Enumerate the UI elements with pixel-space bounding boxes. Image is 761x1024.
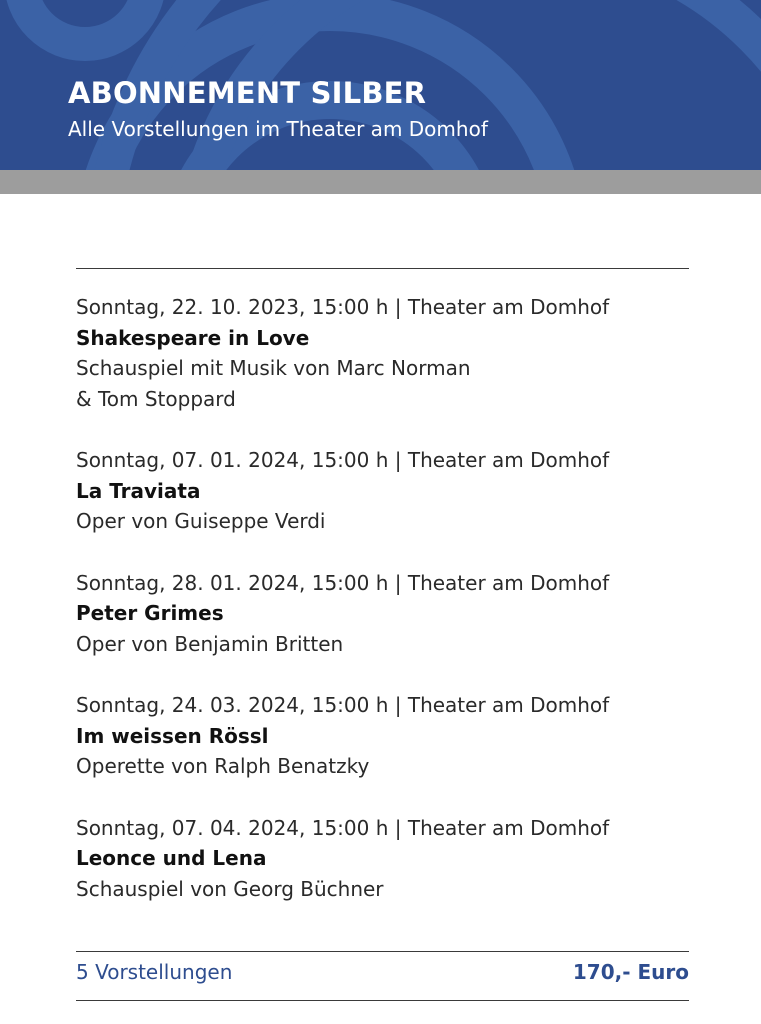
top-divider — [76, 268, 689, 269]
event-item — [76, 568, 696, 660]
event-item — [76, 813, 696, 905]
footer-bottom-divider — [76, 1000, 689, 1001]
event-description: Oper von Benjamin Britten — [76, 631, 344, 656]
event-description: Schauspiel von Georg Büchner — [76, 876, 384, 901]
event-item — [76, 292, 696, 414]
page-title: ABONNEMENT SILBER — [68, 76, 427, 110]
event-description: Operette von Ralph Benatzky — [76, 754, 370, 778]
event-date-line: Sonntag, 28. 01. 2024, 15:00 h | Theater am Domhof — [76, 570, 610, 595]
event-item — [76, 690, 696, 782]
event-description: & Tom Stoppard — [76, 386, 236, 411]
event-item — [76, 445, 696, 537]
event-date-line: Sonntag, 24. 03. 2024, 15:00 h | Theater am Domhof — [76, 693, 610, 717]
page-subtitle: Alle Vorstellungen im Theater am Domhof — [68, 117, 488, 141]
event-date-line: Sonntag, 07. 01. 2024, 15:00 h | Theater am Domhof — [76, 448, 610, 472]
footer-top-divider — [76, 951, 689, 952]
event-description: Schauspiel mit Musik von Marc Norman — [76, 356, 471, 380]
subscription-price: 170,- Euro — [572, 960, 689, 984]
header-banner — [0, 0, 761, 170]
event-description: Oper von Guiseppe Verdi — [76, 509, 326, 533]
event-title: Peter Grimes — [76, 601, 224, 625]
header-divider-band — [0, 170, 761, 194]
event-title: La Traviata — [76, 478, 201, 503]
event-title: Im weissen Rössl — [76, 723, 269, 748]
event-date-line: Sonntag, 07. 04. 2024, 15:00 h | Theater am Domhof — [76, 815, 610, 840]
event-title: Shakespeare in Love — [76, 325, 310, 350]
event-list — [76, 292, 696, 935]
event-title: Leonce und Lena — [76, 846, 267, 870]
event-date-line: Sonntag, 22. 10. 2023, 15:00 h | Theater am Domhof — [76, 295, 610, 319]
performance-count: 5 Vorstellungen — [76, 960, 233, 984]
